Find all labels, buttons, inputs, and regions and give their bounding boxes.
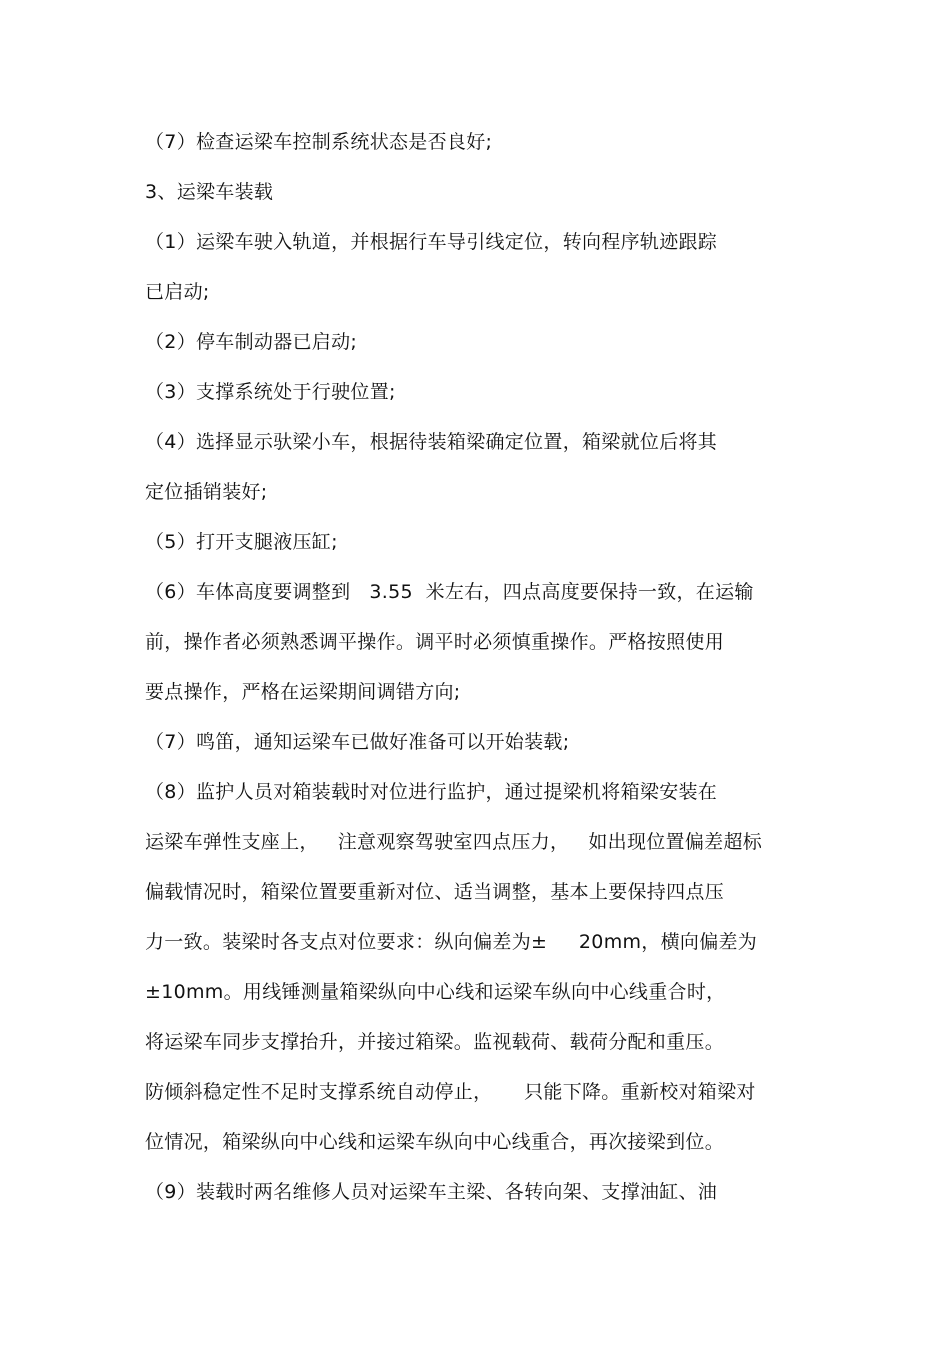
text-line: （6）车体高度要调整到 3.55 米左右，四点高度要保持一致，在运输 <box>145 581 754 603</box>
text-line: 定位插销装好; <box>145 481 268 503</box>
text-line: 防倾斜稳定性不足时支撑系统自动停止， 只能下降。重新校对箱梁对 <box>145 1081 756 1103</box>
section-heading: 3、运梁车装载 <box>145 181 274 203</box>
text-line: （7）检查运梁车控制系统状态是否良好; <box>145 131 493 153</box>
text-line: （5）打开支腿液压缸; <box>145 531 338 553</box>
text-line: 已启动; <box>145 281 210 303</box>
text-line: 位情况，箱梁纵向中心线和运梁车纵向中心线重合，再次接梁到位。 <box>145 1131 725 1153</box>
text-line: （4）选择显示驮梁小车，根据待装箱梁确定位置，箱梁就位后将其 <box>145 431 718 453</box>
text-line: 偏载情况时，箱梁位置要重新对位、适当调整，基本上要保持四点压 <box>145 881 725 903</box>
text-line: （8）监护人员对箱装载时对位进行监护，通过提梁机将箱梁安装在 <box>145 781 718 803</box>
text-line: 前，操作者必须熟悉调平操作。调平时必须慎重操作。严格按照使用 <box>145 631 725 653</box>
text-line: （2）停车制动器已启动; <box>145 331 358 353</box>
text-line: （1）运梁车驶入轨道，并根据行车导引线定位，转向程序轨迹跟踪 <box>145 231 718 253</box>
text-line: ±10mm。用线锤测量箱梁纵向中心线和运梁车纵向中心线重合时， <box>145 981 726 1003</box>
text-line: 运梁车弹性支座上， 注意观察驾驶室四点压力， 如出现位置偏差超标 <box>145 831 763 853</box>
text-line: （7）鸣笛，通知运梁车已做好准备可以开始装载; <box>145 731 570 753</box>
text-line: （9）装载时两名维修人员对运梁车主梁、各转向架、支撑油缸、油 <box>145 1181 718 1203</box>
text-line: 力一致。装梁时各支点对位要求：纵向偏差为± 20mm，横向偏差为 <box>145 931 758 953</box>
text-line: 将运梁车同步支撑抬升，并接过箱梁。监视载荷、载荷分配和重压。 <box>145 1031 725 1053</box>
text-line: （3）支撑系统处于行驶位置; <box>145 381 396 403</box>
text-line: 要点操作，严格在运梁期间调错方向; <box>145 681 461 703</box>
